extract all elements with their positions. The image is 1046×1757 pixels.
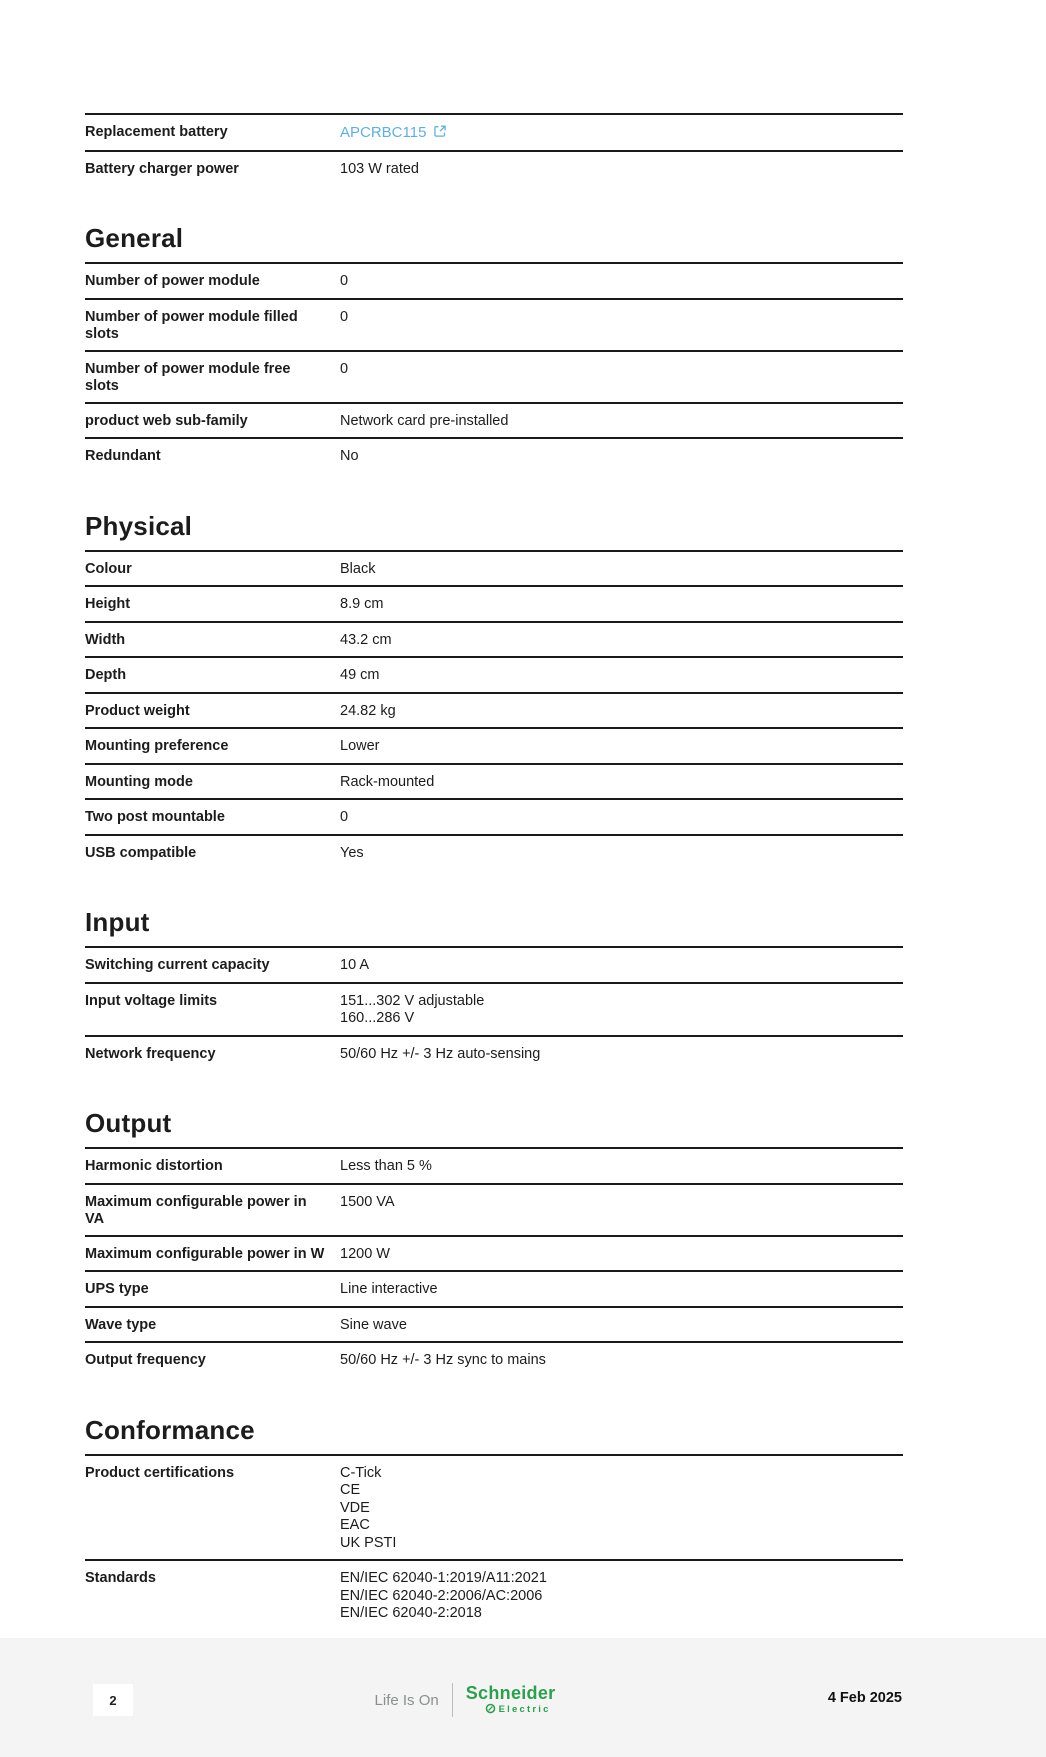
spec-value: [340, 596, 384, 614]
spec-value: [340, 632, 392, 650]
section-title: General: [85, 223, 903, 264]
spec-value-line: 50/60 Hz +/- 3 Hz auto-sensing: [340, 1045, 541, 1062]
spec-row: [85, 150, 903, 186]
spec-value-line: 8.9 cm: [340, 596, 384, 612]
spec-value: [340, 273, 348, 291]
spec-label: Two post mountable: [85, 809, 225, 825]
spec-value: [340, 309, 348, 343]
spec-value: [340, 809, 348, 827]
spec-label: Height: [85, 596, 131, 612]
spec-table: [85, 264, 903, 473]
spec-value: [340, 1570, 547, 1623]
spec-value: [340, 1246, 390, 1264]
spec-row: [85, 1149, 903, 1183]
brand-block: [0, 1680, 930, 1720]
spec-label: Depth: [85, 667, 127, 683]
spec-label: UPS type: [85, 1281, 149, 1297]
spec-value: [340, 845, 364, 863]
brand-name: Schneider: [465, 1682, 556, 1703]
spec-value-line: Black: [340, 560, 376, 577]
spec-row: [85, 298, 903, 350]
spec-label: Battery charger power: [85, 160, 239, 177]
spec-value: [340, 124, 447, 143]
spec-row: [85, 834, 903, 870]
spec-value-line: Yes: [340, 844, 364, 861]
spec-value: [340, 1465, 396, 1553]
external-link-icon: [433, 124, 447, 138]
spec-row: [85, 1183, 903, 1235]
spec-value: [340, 561, 375, 579]
spec-value-line: 0: [340, 273, 349, 289]
spec-value-line: 1200 W: [340, 1245, 390, 1262]
life-is-on-tagline: Life Is On: [374, 1691, 439, 1709]
spec-value-line: CE: [340, 1482, 361, 1498]
spec-row: [85, 585, 903, 621]
spec-sections: [85, 113, 903, 1630]
spec-value-line: 151...302 V adjustable: [340, 992, 485, 1009]
spec-value-line: Line interactive: [340, 1281, 438, 1297]
spec-label: Network frequency: [85, 1045, 216, 1062]
spec-value: [340, 1194, 395, 1228]
spec-label: Number of power module filled slots: [85, 308, 298, 342]
spec-label: product web sub-family: [85, 412, 248, 429]
spec-label: Maximum configurable power in W: [85, 1245, 325, 1262]
spec-value: [340, 361, 348, 395]
section-input: [85, 907, 903, 1070]
spec-row: [85, 113, 903, 150]
brand-subname-label: Electric: [498, 1704, 551, 1715]
spec-value-line: 0: [340, 360, 349, 377]
spec-value-line: EN/IEC 62040-2:2018: [340, 1605, 482, 1621]
spec-value: [340, 667, 380, 685]
spec-row: [85, 1235, 903, 1271]
spec-row: [85, 1270, 903, 1306]
spec-row: [85, 982, 903, 1035]
spec-value-line: 0: [340, 308, 349, 325]
spec-value-line: EAC: [340, 1517, 370, 1533]
spec-value: [340, 448, 359, 466]
spec-value-line: 50/60 Hz +/- 3 Hz sync to mains: [340, 1352, 546, 1368]
spec-value: [340, 1317, 407, 1335]
spec-value-line: UK PSTI: [340, 1534, 397, 1551]
replacement-battery-link[interactable]: APCRBC115: [340, 124, 447, 142]
spec-value: [340, 774, 434, 792]
spec-row: [85, 1559, 903, 1630]
spec-value: [340, 1281, 438, 1299]
spec-label: Product certifications: [85, 1464, 235, 1481]
schneider-logo: [466, 1684, 556, 1717]
spec-table: [85, 948, 903, 1070]
section-general: [85, 223, 903, 473]
spec-value-line: 49 cm: [340, 667, 380, 683]
spec-table: [85, 552, 903, 870]
spec-value: [340, 957, 369, 975]
page-footer: [0, 1638, 1046, 1757]
spec-value: [340, 1046, 540, 1064]
spec-label: Output frequency: [85, 1352, 206, 1368]
spec-label: Colour: [85, 560, 132, 577]
spec-value-line: C-Tick: [340, 1464, 382, 1481]
spec-value-line: 1500 VA: [340, 1193, 395, 1210]
spec-value-line: 160...286 V: [340, 1010, 415, 1026]
spec-row: [85, 656, 903, 692]
spec-table: [85, 1149, 903, 1377]
spec-value-line: Lower: [340, 738, 380, 754]
section-title: Physical: [85, 511, 903, 552]
spec-row: [85, 763, 903, 799]
spec-row: [85, 948, 903, 982]
spec-row: [85, 727, 903, 763]
spec-content: [85, 113, 903, 1630]
spec-table: [85, 1456, 903, 1630]
spec-value: [340, 703, 396, 721]
section-output: [85, 1108, 903, 1377]
page-number: 2: [109, 1692, 117, 1708]
spec-value-line: Network card pre-installed: [340, 412, 509, 429]
section-continued: [85, 113, 903, 185]
spec-value: [340, 1158, 432, 1176]
spec-row: [85, 437, 903, 473]
spec-value-line: 103 W rated: [340, 160, 419, 177]
footer-date: 4 Feb 2025: [827, 1690, 902, 1706]
spec-value: [340, 993, 484, 1028]
schneider-mark-icon: [485, 1703, 496, 1714]
spec-value-line: Rack-mounted: [340, 773, 435, 790]
spec-row: [85, 798, 903, 834]
footer-divider: [452, 1683, 453, 1717]
spec-row: [85, 264, 903, 298]
spec-label: Width: [85, 631, 126, 648]
spec-value-line: Sine wave: [340, 1316, 407, 1333]
spec-value-line: 43.2 cm: [340, 631, 392, 648]
spec-label: Harmonic distortion: [85, 1158, 223, 1174]
spec-row: [85, 402, 903, 438]
spec-label: Input voltage limits: [85, 992, 218, 1009]
spec-value-line: EN/IEC 62040-2:2006/AC:2006: [340, 1587, 543, 1604]
section-conformance: [85, 1415, 903, 1630]
spec-label: Product weight: [85, 702, 190, 719]
spec-value-line: 10 A: [340, 957, 370, 973]
spec-label: Wave type: [85, 1316, 157, 1333]
spec-row: [85, 1035, 903, 1071]
spec-label: Number of power module free slots: [85, 360, 291, 394]
section-title: Output: [85, 1108, 903, 1149]
section-title: Conformance: [85, 1415, 903, 1456]
spec-row: [85, 1306, 903, 1342]
spec-row: [85, 552, 903, 586]
spec-row: [85, 350, 903, 402]
spec-value-line: No: [340, 448, 359, 464]
spec-label: Number of power module: [85, 273, 260, 289]
spec-value: [340, 413, 508, 431]
section-physical: [85, 511, 903, 870]
spec-value: [340, 1352, 546, 1370]
spec-value: [340, 738, 380, 756]
spec-value: [340, 161, 419, 179]
spec-value-line: 24.82 kg: [340, 702, 396, 719]
spec-label: Replacement battery: [85, 124, 228, 140]
spec-row: [85, 1456, 903, 1560]
spec-label: Mounting preference: [85, 738, 229, 754]
spec-row: [85, 621, 903, 657]
brand-mark-slot: [485, 1703, 496, 1717]
section-title: Input: [85, 907, 903, 948]
spec-label: USB compatible: [85, 844, 197, 861]
spec-table: [85, 113, 903, 185]
spec-label: Mounting mode: [85, 773, 193, 790]
spec-label: Redundant: [85, 448, 161, 464]
brand-subname: [485, 1703, 551, 1717]
spec-row: [85, 1341, 903, 1377]
spec-value-line: VDE: [340, 1499, 370, 1516]
spec-label: Maximum configurable power in VA: [85, 1193, 307, 1227]
spec-value-line: Less than 5 %: [340, 1158, 432, 1174]
spec-value-line: EN/IEC 62040-1:2019/A11:2021: [340, 1570, 547, 1586]
spec-value-line: 0: [340, 809, 349, 825]
spec-row: [85, 692, 903, 728]
spec-label: Switching current capacity: [85, 957, 270, 973]
spec-label: Standards: [85, 1570, 156, 1586]
